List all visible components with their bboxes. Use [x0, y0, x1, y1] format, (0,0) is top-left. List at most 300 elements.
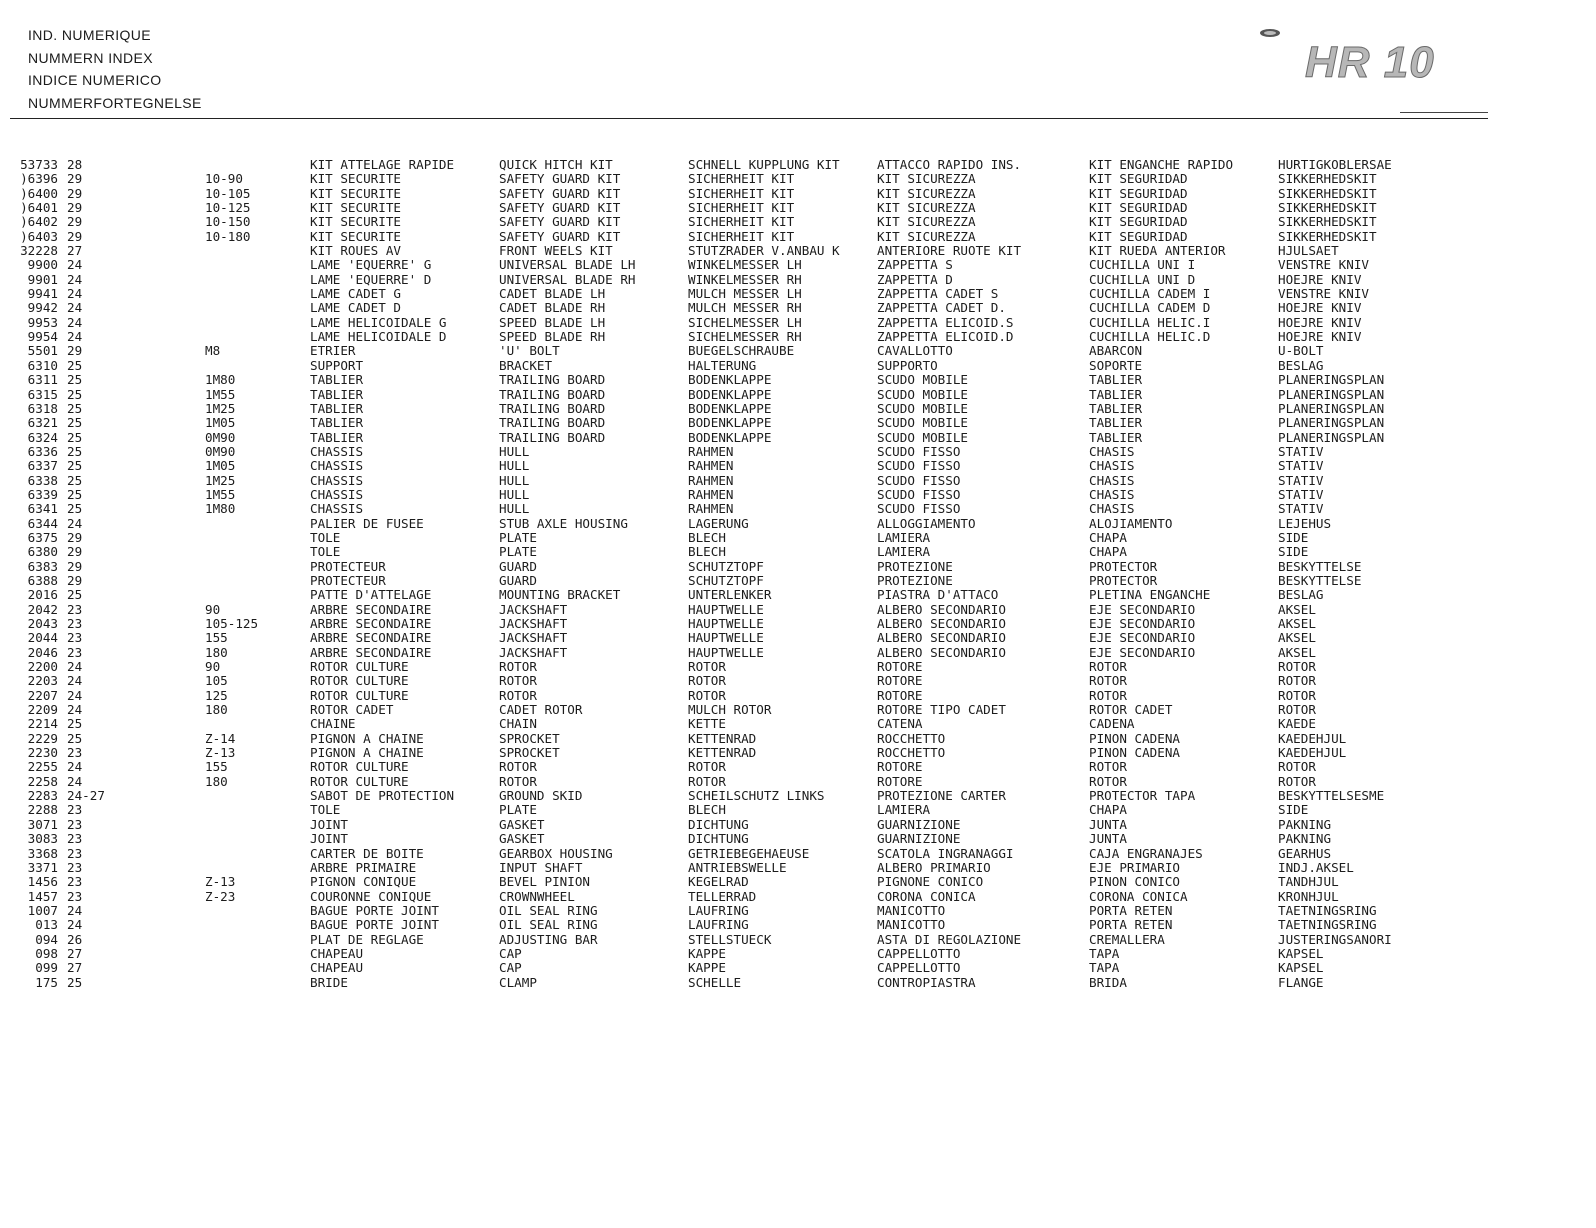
desc-french: ROTOR CADET — [310, 703, 394, 718]
part-number: )6400 — [20, 186, 58, 201]
size-variant: 155 — [205, 760, 228, 775]
part-number: 2214 — [27, 717, 58, 732]
desc-french: PROTECTEUR — [310, 559, 386, 574]
desc-spanish: CORONA CONICA — [1089, 889, 1188, 904]
part-number: 1457 — [27, 889, 58, 904]
desc-italian: ZAPPETTA CADET D. — [877, 301, 1006, 316]
table-row — [0, 560, 1596, 574]
desc-spanish: TABLIER — [1089, 416, 1143, 431]
size-variant: 90 — [205, 602, 221, 617]
size-variant: 1M80 — [205, 373, 236, 388]
desc-italian: KIT SICUREZZA — [877, 215, 976, 230]
size-variant: 180 — [205, 774, 228, 789]
desc-italian: SCUDO FISSO — [877, 487, 961, 502]
desc-spanish: PROTECTOR — [1089, 559, 1158, 574]
table-row — [0, 316, 1596, 330]
desc-italian: SCUDO MOBILE — [877, 387, 968, 402]
desc-german: WINKELMESSER LH — [688, 258, 802, 273]
desc-italian: ALBERO SECONDARIO — [877, 617, 1006, 631]
part-number: 2016 — [27, 588, 58, 603]
table-row — [0, 502, 1596, 516]
part-number: 6339 — [27, 487, 58, 502]
desc-danish: KAPSEL — [1278, 946, 1324, 961]
page-number: 25 — [67, 373, 83, 388]
desc-english: JACKSHAFT — [499, 617, 568, 631]
desc-italian: CORONA CONICA — [877, 889, 976, 904]
desc-danish: AKSEL — [1278, 602, 1316, 617]
desc-spanish: ALOJIAMENTO — [1089, 516, 1173, 531]
page-number: 25 — [67, 416, 83, 431]
desc-danish: ROTOR — [1278, 774, 1316, 789]
page-number: 24 — [67, 774, 83, 789]
desc-english: UNIVERSAL BLADE LH — [499, 258, 636, 273]
desc-danish: ROTOR — [1278, 674, 1316, 689]
desc-spanish: CHASIS — [1089, 502, 1135, 517]
desc-italian: ROTORE TIPO CADET — [877, 703, 1006, 718]
size-variant: 10-150 — [205, 215, 251, 230]
page-number: 29 — [67, 559, 83, 574]
desc-english: JACKSHAFT — [499, 602, 568, 617]
table-row — [0, 890, 1596, 904]
page-number: 23 — [67, 875, 83, 890]
page-number: 25 — [67, 588, 83, 603]
table-row — [0, 301, 1596, 315]
desc-italian: PROTEZIONE CARTER — [877, 789, 1006, 804]
desc-german: ANTRIEBSWELLE — [688, 860, 787, 875]
desc-english: MOUNTING BRACKET — [499, 588, 621, 603]
desc-spanish: ROTOR — [1089, 774, 1127, 789]
header-divider — [10, 118, 1488, 119]
desc-danish: HOEJRE KNIV — [1278, 272, 1362, 287]
desc-french: ROTOR CULTURE — [310, 660, 409, 675]
page-number: 24 — [67, 688, 83, 703]
desc-french: PALIER DE FUSEE — [310, 516, 424, 531]
desc-danish: INDJ.AKSEL — [1278, 860, 1354, 875]
desc-danish: SIKKERHEDSKIT — [1278, 215, 1377, 230]
desc-french: CHASSIS — [310, 473, 364, 488]
table-row — [0, 517, 1596, 531]
desc-danish: SIKKERHEDSKIT — [1278, 229, 1377, 244]
desc-german: RAHMEN — [688, 487, 734, 502]
desc-danish: VENSTRE KNIV — [1278, 258, 1369, 273]
table-row — [0, 818, 1596, 832]
desc-italian: KIT SICUREZZA — [877, 201, 976, 216]
desc-spanish: CHASIS — [1089, 444, 1135, 459]
table-row — [0, 660, 1596, 674]
desc-spanish: PORTA RETEN — [1089, 918, 1173, 933]
desc-german: UNTERLENKER — [688, 588, 772, 603]
part-number: 2200 — [27, 660, 58, 675]
desc-german: RAHMEN — [688, 459, 734, 474]
desc-french: ETRIER — [310, 344, 356, 359]
part-number: 013 — [35, 918, 58, 933]
desc-danish: PLANERINGSPLAN — [1278, 373, 1385, 388]
table-row — [0, 689, 1596, 703]
table-row — [0, 287, 1596, 301]
desc-german: HAUPTWELLE — [688, 645, 764, 660]
desc-german: MULCH ROTOR — [688, 703, 772, 718]
page-number: 24-27 — [67, 789, 105, 804]
desc-french: CHASSIS — [310, 502, 364, 517]
desc-german: KAPPE — [688, 961, 726, 976]
desc-spanish: PINON CADENA — [1089, 731, 1180, 746]
desc-spanish: PROTECTOR TAPA — [1089, 789, 1196, 804]
page-number: 24 — [67, 660, 83, 675]
desc-english: ROTOR — [499, 660, 537, 675]
part-number: 9941 — [27, 287, 58, 302]
desc-french: LAME 'EQUERRE' D — [310, 272, 432, 287]
page-number: 29 — [67, 344, 83, 359]
desc-danish: HOEJRE KNIV — [1278, 315, 1362, 330]
desc-spanish: TAPA — [1089, 961, 1120, 976]
desc-english: GASKET — [499, 832, 545, 847]
desc-spanish: KIT SEGURIDAD — [1089, 215, 1188, 230]
part-number: 3368 — [27, 846, 58, 861]
part-number: 2209 — [27, 703, 58, 718]
desc-italian: MANICOTTO — [877, 918, 946, 933]
page-number: 24 — [67, 903, 83, 918]
desc-spanish: CREMALLERA — [1089, 932, 1165, 947]
desc-spanish: CHAPA — [1089, 803, 1127, 818]
desc-spanish: KIT SEGURIDAD — [1089, 201, 1188, 216]
page-number: 23 — [67, 617, 83, 631]
desc-italian: ZAPPETTA S — [877, 258, 953, 273]
page-number: 27 — [67, 244, 83, 259]
desc-italian: KIT SICUREZZA — [877, 172, 976, 187]
desc-danish: HOEJRE KNIV — [1278, 330, 1362, 345]
desc-spanish: CUCHILLA UNI D — [1089, 272, 1196, 287]
desc-spanish: ROTOR — [1089, 660, 1127, 675]
desc-danish: ROTOR — [1278, 660, 1316, 675]
desc-english: SAFETY GUARD KIT — [499, 215, 621, 230]
desc-french: LAME CADET G — [310, 287, 401, 302]
desc-german: LAGERUNG — [688, 516, 749, 531]
desc-german: SICHERHEIT KIT — [688, 172, 795, 187]
desc-danish: KRONHJUL — [1278, 889, 1339, 904]
size-variant: 0M90 — [205, 430, 236, 445]
desc-german: SCHUTZTOPF — [688, 573, 764, 588]
desc-danish: SIKKERHEDSKIT — [1278, 186, 1377, 201]
desc-german: RAHMEN — [688, 444, 734, 459]
desc-german: SCHEILSCHUTZ LINKS — [688, 789, 825, 804]
part-number: 175 — [35, 975, 58, 990]
desc-english: TRAILING BOARD — [499, 387, 606, 402]
desc-french: CHASSIS — [310, 444, 364, 459]
table-row — [0, 847, 1596, 861]
table-row — [0, 344, 1596, 358]
desc-french: KIT SECURITE — [310, 215, 401, 230]
desc-french: TOLE — [310, 545, 341, 560]
desc-english: SPEED BLADE LH — [499, 315, 606, 330]
desc-italian: SUPPORTO — [877, 358, 938, 373]
title-italian: INDICE NUMERICO — [28, 72, 162, 88]
desc-english: CADET BLADE RH — [499, 301, 606, 316]
desc-italian: PIGNONE CONICO — [877, 875, 984, 890]
desc-french: KIT SECURITE — [310, 172, 401, 187]
desc-english: BEVEL PINION — [499, 875, 590, 890]
desc-spanish: ROTOR — [1089, 760, 1127, 775]
page-number: 24 — [67, 760, 83, 775]
desc-spanish: CUCHILLA CADEM D — [1089, 301, 1211, 316]
page-number: 25 — [67, 444, 83, 459]
desc-german: MULCH MESSER LH — [688, 287, 802, 302]
desc-english: HULL — [499, 459, 530, 474]
desc-english: QUICK HITCH KIT — [499, 158, 613, 172]
desc-english: SPROCKET — [499, 731, 560, 746]
desc-english: TRAILING BOARD — [499, 373, 606, 388]
desc-german: GETRIEBEGEHAEUSE — [688, 846, 810, 861]
desc-german: ROTOR — [688, 660, 726, 675]
page-number: 24 — [67, 674, 83, 689]
desc-french: ARBRE PRIMAIRE — [310, 860, 417, 875]
desc-danish: GEARHUS — [1278, 846, 1332, 861]
page-number: 24 — [67, 272, 83, 287]
desc-german: ROTOR — [688, 774, 726, 789]
desc-german: ROTOR — [688, 674, 726, 689]
desc-spanish: TABLIER — [1089, 430, 1143, 445]
page-number: 26 — [67, 932, 83, 947]
table-row — [0, 273, 1596, 287]
size-variant: 0M90 — [205, 444, 236, 459]
desc-danish: U-BOLT — [1278, 344, 1324, 359]
desc-french: TABLIER — [310, 430, 364, 445]
desc-spanish: CHASIS — [1089, 487, 1135, 502]
desc-spanish: JUNTA — [1089, 832, 1127, 847]
table-row — [0, 617, 1596, 631]
desc-italian: CAPPELLOTTO — [877, 946, 961, 961]
desc-english: TRAILING BOARD — [499, 416, 606, 431]
desc-french: KIT ATTELAGE RAPIDE — [310, 158, 455, 172]
desc-danish: KAEDEHJUL — [1278, 746, 1347, 761]
desc-italian: GUARNIZIONE — [877, 832, 961, 847]
desc-english: GASKET — [499, 817, 545, 832]
desc-italian: ROTORE — [877, 774, 923, 789]
desc-english: SPROCKET — [499, 746, 560, 761]
page-number: 29 — [67, 573, 83, 588]
desc-english: HULL — [499, 487, 530, 502]
desc-french: PIGNON A CHAINE — [310, 731, 424, 746]
size-variant: 1M05 — [205, 416, 236, 431]
part-number: )6403 — [20, 229, 58, 244]
desc-danish: FLANGE — [1278, 975, 1324, 990]
table-row — [0, 574, 1596, 588]
table-row — [0, 947, 1596, 961]
page-number: 23 — [67, 846, 83, 861]
desc-italian: CATENA — [877, 717, 923, 732]
desc-german: BLECH — [688, 803, 726, 818]
desc-german: SICHELMESSER LH — [688, 315, 802, 330]
desc-danish: VENSTRE KNIV — [1278, 287, 1369, 302]
desc-danish: BESLAG — [1278, 588, 1324, 603]
page-number: 29 — [67, 545, 83, 560]
desc-italian: SCUDO FISSO — [877, 444, 961, 459]
desc-french: TOLE — [310, 803, 341, 818]
table-row — [0, 832, 1596, 846]
desc-spanish: CUCHILLA HELIC.I — [1089, 315, 1211, 330]
desc-german: ROTOR — [688, 760, 726, 775]
desc-french: TABLIER — [310, 416, 364, 431]
table-row — [0, 330, 1596, 344]
desc-italian: LAMIERA — [877, 545, 931, 560]
table-row — [0, 474, 1596, 488]
part-number: 6321 — [27, 416, 58, 431]
size-variant: 10-90 — [205, 172, 243, 187]
desc-danish: PAKNING — [1278, 832, 1332, 847]
desc-spanish: EJE SECONDARIO — [1089, 602, 1196, 617]
page-number: 23 — [67, 817, 83, 832]
desc-german: SCHELLE — [688, 975, 742, 990]
desc-spanish: TABLIER — [1089, 373, 1143, 388]
page-number: 27 — [67, 946, 83, 961]
desc-danish: HURTIGKOBLERSAE — [1278, 158, 1392, 172]
desc-french: CHAINE — [310, 717, 356, 732]
desc-german: STUTZRADER V.ANBAU K — [688, 244, 840, 259]
desc-german: BODENKLAPPE — [688, 387, 772, 402]
desc-spanish: EJE SECONDARIO — [1089, 645, 1196, 660]
header-divider-accent — [1400, 112, 1488, 113]
desc-french: PLAT DE REGLAGE — [310, 932, 424, 947]
desc-english: CAP — [499, 946, 522, 961]
desc-french: PROTECTEUR — [310, 573, 386, 588]
desc-english: GROUND SKID — [499, 789, 583, 804]
table-row — [0, 172, 1596, 186]
desc-french: ARBRE SECONDAIRE — [310, 645, 432, 660]
table-row — [0, 732, 1596, 746]
part-number: )6401 — [20, 201, 58, 216]
desc-danish: AKSEL — [1278, 645, 1316, 660]
page-number: 24 — [67, 258, 83, 273]
desc-german: BLECH — [688, 545, 726, 560]
desc-german: SICHERHEIT KIT — [688, 186, 795, 201]
desc-french: BAGUE PORTE JOINT — [310, 903, 439, 918]
desc-english: TRAILING BOARD — [499, 401, 606, 416]
table-row — [0, 588, 1596, 602]
desc-italian: SCUDO MOBILE — [877, 373, 968, 388]
desc-german: LAUFRING — [688, 918, 749, 933]
desc-french: CHASSIS — [310, 459, 364, 474]
parts-index-table — [0, 158, 1596, 990]
table-row — [0, 545, 1596, 559]
desc-danish: BESKYTTELSESME — [1278, 789, 1385, 804]
part-number: 6341 — [27, 502, 58, 517]
part-number: 6324 — [27, 430, 58, 445]
desc-spanish: CHAPA — [1089, 545, 1127, 560]
desc-english: PLATE — [499, 545, 537, 560]
desc-italian: ZAPPETTA ELICOID.S — [877, 315, 1014, 330]
table-row — [0, 803, 1596, 817]
desc-italian: ALBERO SECONDARIO — [877, 602, 1006, 617]
desc-german: SICHELMESSER RH — [688, 330, 802, 345]
desc-french: PIGNON A CHAINE — [310, 746, 424, 761]
table-row — [0, 933, 1596, 947]
table-row — [0, 875, 1596, 889]
part-number: 2229 — [27, 731, 58, 746]
desc-spanish: TABLIER — [1089, 401, 1143, 416]
desc-italian: ALBERO SECONDARIO — [877, 631, 1006, 646]
part-number: 6315 — [27, 387, 58, 402]
desc-italian: LAMIERA — [877, 530, 931, 545]
desc-german: BODENKLAPPE — [688, 430, 772, 445]
page-number: 28 — [67, 158, 83, 172]
part-number: )6402 — [20, 215, 58, 230]
page-number: 25 — [67, 487, 83, 502]
part-number: 098 — [35, 946, 58, 961]
desc-english: OIL SEAL RING — [499, 918, 598, 933]
desc-french: KIT SECURITE — [310, 186, 401, 201]
size-variant: 90 — [205, 660, 221, 675]
desc-italian: ALBERO PRIMARIO — [877, 860, 991, 875]
desc-english: OIL SEAL RING — [499, 903, 598, 918]
desc-danish: KAEDEHJUL — [1278, 731, 1347, 746]
desc-italian: MANICOTTO — [877, 903, 946, 918]
desc-english: PLATE — [499, 803, 537, 818]
page-number: 29 — [67, 215, 83, 230]
desc-english: ROTOR — [499, 688, 537, 703]
desc-german: ROTOR — [688, 688, 726, 703]
desc-german: KETTE — [688, 717, 726, 732]
desc-italian: CAPPELLOTTO — [877, 961, 961, 976]
desc-spanish: PINON CADENA — [1089, 746, 1180, 761]
table-row — [0, 717, 1596, 731]
page-number: 23 — [67, 746, 83, 761]
desc-french: ARBRE SECONDAIRE — [310, 617, 432, 631]
size-variant: 1M55 — [205, 487, 236, 502]
desc-french: ROTOR CULTURE — [310, 760, 409, 775]
part-number: 6310 — [27, 358, 58, 373]
desc-spanish: TAPA — [1089, 946, 1120, 961]
desc-spanish: PLETINA ENGANCHE — [1089, 588, 1211, 603]
desc-french: BRIDE — [310, 975, 348, 990]
size-variant: Z-13 — [205, 746, 236, 761]
desc-italian: ROTORE — [877, 660, 923, 675]
desc-spanish: CUCHILLA UNI I — [1089, 258, 1196, 273]
desc-danish: SIKKERHEDSKIT — [1278, 172, 1377, 187]
desc-danish: BESLAG — [1278, 358, 1324, 373]
desc-english: HULL — [499, 473, 530, 488]
desc-german: SICHERHEIT KIT — [688, 229, 795, 244]
size-variant: 125 — [205, 688, 228, 703]
page-number: 24 — [67, 516, 83, 531]
desc-italian: ROCCHETTO — [877, 731, 946, 746]
desc-italian: CONTROPIASTRA — [877, 975, 976, 990]
desc-english: 'U' BOLT — [499, 344, 560, 359]
desc-french: ROTOR CULTURE — [310, 688, 409, 703]
desc-english: HULL — [499, 502, 530, 517]
page-number: 25 — [67, 459, 83, 474]
desc-spanish: CAJA ENGRANAJES — [1089, 846, 1203, 861]
desc-german: BODENKLAPPE — [688, 373, 772, 388]
page-number: 24 — [67, 703, 83, 718]
desc-spanish: CUCHILLA CADEM I — [1089, 287, 1211, 302]
desc-english: SAFETY GUARD KIT — [499, 172, 621, 187]
part-number: 6338 — [27, 473, 58, 488]
desc-italian: ROTORE — [877, 760, 923, 775]
desc-german: HAUPTWELLE — [688, 602, 764, 617]
part-number: )6396 — [20, 172, 58, 187]
desc-italian: ANTERIORE RUOTE KIT — [877, 244, 1022, 259]
part-number: 6375 — [27, 530, 58, 545]
desc-danish: ROTOR — [1278, 688, 1316, 703]
part-number: 3371 — [27, 860, 58, 875]
desc-danish: TAETNINGSRING — [1278, 918, 1377, 933]
part-number: 9901 — [27, 272, 58, 287]
desc-french: PIGNON CONIQUE — [310, 875, 417, 890]
desc-spanish: KIT RUEDA ANTERIOR — [1089, 244, 1226, 259]
part-number: 2046 — [27, 645, 58, 660]
desc-danish: PLANERINGSPLAN — [1278, 401, 1385, 416]
desc-german: TELLERRAD — [688, 889, 757, 904]
part-number: 3083 — [27, 832, 58, 847]
